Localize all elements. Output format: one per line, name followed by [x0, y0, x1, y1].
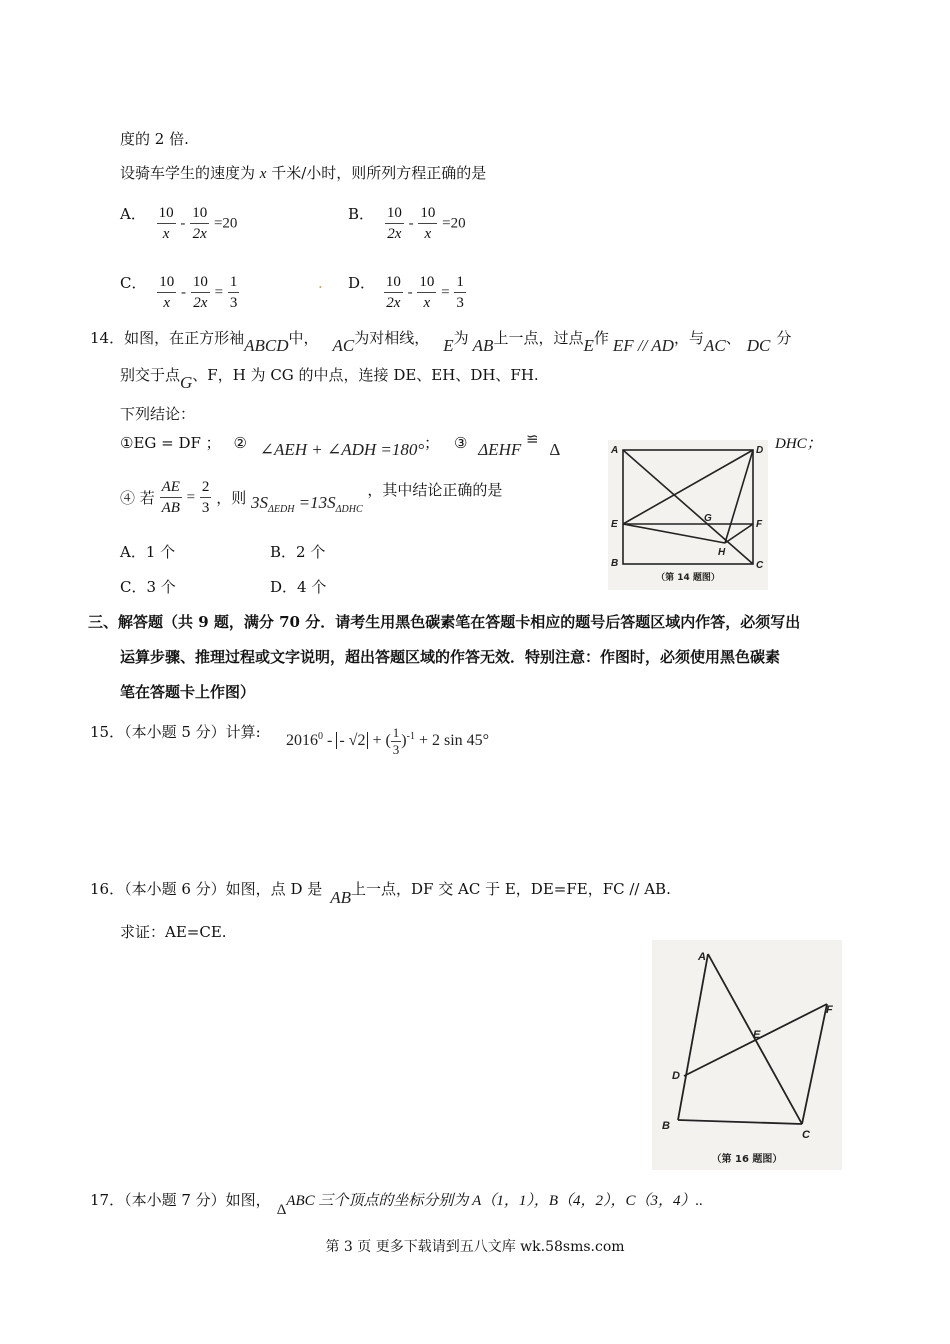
q16: 16．（本小题 6 分）如图，点 D 是 AB上一点，DF 交 AC 于 E，DE=FE，FC // AB. [90, 880, 671, 907]
q14-conclusion-row: ①EG = DF ； ② ∠AEH + ∠ADH =180°； ③ ΔEHF ≌ Δ [120, 432, 561, 459]
q17: 17．（本小题 7 分）如图，ΔABC 三个顶点的坐标分别为 A（1，1），B（4，2），C（3，4）.. [90, 1191, 704, 1218]
q13-option-a[interactable]: A． $\frac{10}{x}$ - $\frac{10}{2x}$ =20 [120, 205, 238, 242]
fraction: $\frac{10}{x}$ [159, 274, 175, 311]
q14-option-d[interactable]: D．4 个 [270, 578, 327, 596]
q13-line1: 度的 2 倍. [120, 130, 189, 148]
fraction: $\frac{2}{3}$ [201, 479, 210, 516]
stray-dot: . [318, 274, 323, 292]
q14-option-b[interactable]: B．2 个 [270, 543, 326, 561]
figure-14 [608, 440, 768, 590]
q15: 15．（本小题 5 分）计算: [90, 723, 261, 741]
q14-option-c[interactable]: C．3 个 [120, 578, 176, 596]
q13-option-d[interactable]: D． $\frac{10}{2x}$ - $\frac{10}{x}$ = $\frac{1}{3}$ [348, 274, 464, 311]
fraction: $\frac{10}{x}$ [158, 205, 174, 242]
fraction: $\frac{10}{2x}$ [385, 274, 401, 311]
label-e: E [753, 1029, 761, 1041]
fraction: $\frac{1}{3}$ [392, 725, 400, 757]
q14-line1: 14．如图，在正方形袖ABCD中， AC为对相线， E为 AB上一点，过点E作 EF // AD，与AC、 DC 分 [90, 329, 792, 355]
label-c: C [756, 560, 764, 571]
q14-conclusions-heading: 下列结论： [120, 405, 196, 423]
segment-bc [678, 1120, 802, 1124]
q16-prove: 求证：AE=CE. [120, 923, 227, 941]
fraction: $\frac{10}{2x}$ [192, 205, 208, 242]
label-c: C [802, 1129, 810, 1141]
fraction: $\frac{1}{3}$ [456, 274, 464, 311]
segment-fc [802, 1004, 827, 1124]
label-f: F [826, 1004, 833, 1016]
q14-option-a[interactable]: A．1 个 [120, 543, 176, 561]
figure-16 [652, 940, 842, 1170]
label-h: H [718, 547, 726, 558]
section3-line2: 运算步骤、推理过程或文字说明，超出答题区域的作答无效．特别注意：作图时，必须使用黑色碳素 [120, 648, 781, 666]
diagonal-ac [623, 450, 753, 564]
label-d: D [672, 1070, 680, 1082]
fraction: $\frac{10}{2x}$ [192, 274, 208, 311]
fraction: $\frac{AE}{AB}$ [161, 479, 180, 516]
label-a: A [611, 445, 619, 456]
q13-option-c[interactable]: C． $\frac{10}{x}$ - $\frac{10}{2x}$ = $\frac{1}{3}$ [120, 274, 238, 311]
fraction: $\frac{10}{2x}$ [386, 205, 402, 242]
figure-16-caption: （第 16 题图） [711, 1154, 783, 1165]
label-a: A [698, 951, 706, 963]
q15-expression: 2016$^0$ - - √2 + ( $\frac{1}{3}$ )$^{-1}$ + 2 sin 45° [286, 725, 490, 757]
q13-line2: 设骑车学生的速度为 x 千米/小时，则所列方程正确的是 [120, 164, 487, 182]
q13-option-b[interactable]: B． $\frac{10}{2x}$ - $\frac{10}{x}$ =20 [348, 205, 466, 242]
fraction: $\frac{10}{x}$ [420, 205, 436, 242]
fraction: $\frac{1}{3}$ [229, 274, 238, 311]
figure-14-caption: （第 14 题图） [656, 573, 720, 583]
q14-c3-tail: DHC； [775, 436, 822, 452]
section3-line1: 三、解答题（共 9 题，满分 70 分．请考生用黑色碳素笔在答题卡相应的题号后答题区域内作答，必须写出 [88, 613, 801, 631]
label-b: B [611, 558, 619, 569]
page-footer: 第 3 页 更多下载请到五八文库 wk.58sms.com [325, 1239, 625, 1255]
label-b: B [662, 1120, 670, 1132]
label-d: D [756, 445, 764, 456]
q14-line2: 别交于点G、F，H 为 CG 的中点，连接 DE、EH、DH、FH. [120, 366, 539, 392]
fraction: $\frac{10}{x}$ [419, 274, 435, 311]
label-e: E [611, 519, 618, 530]
segment-ab [678, 954, 708, 1120]
section3-line3: 笔在答题卡上作图） [120, 683, 256, 701]
label-g: G [704, 513, 712, 524]
q14-conclusion-4: ④ 若 $\frac{AE}{AB}$ = $\frac{2}{3}$ ，则 $3S_{\Delta EDH} =13S_{\Delta DHC}$ ，其中结论正确的是 [120, 479, 503, 516]
label-f: F [756, 519, 763, 530]
